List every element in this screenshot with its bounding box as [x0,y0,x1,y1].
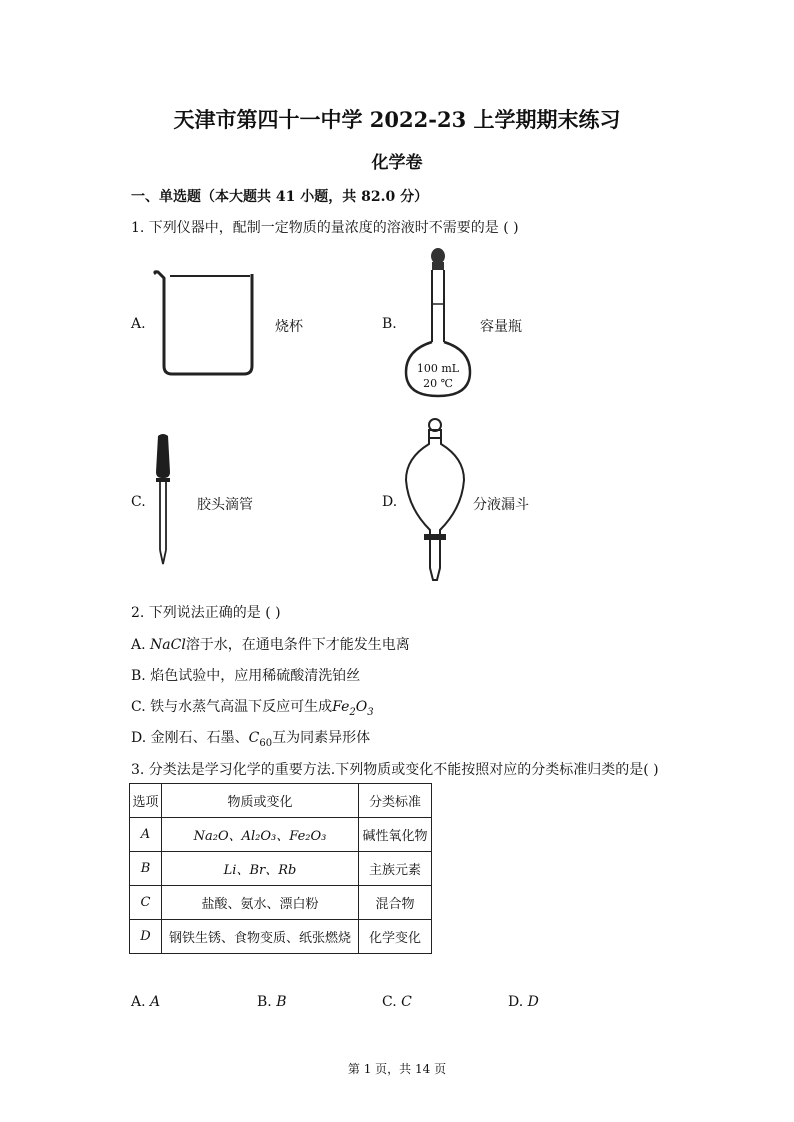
table-cell-option: D [130,920,162,954]
q2-option-d-formula: C [248,730,260,746]
question-1-stem: 1. 下列仪器中，配制一定物质的量浓度的溶液时不需要的是 ( ) [131,220,519,236]
q1-option-a-letter: A. [131,316,146,332]
table-row [130,852,432,886]
q2-option-d-text2: 互为同素异形体 [272,730,371,746]
q3-answer-a [131,994,160,1010]
table-cell-items: 盐酸、氨水、漂白粉 [162,886,359,920]
q2-option-c [131,696,374,718]
table-cell-standard: 化学变化 [359,920,432,954]
q2-option-a-letter: A. [131,637,146,653]
table-cell-items: 钢铁生锈、食物变质、纸张燃烧 [162,920,359,954]
q3-answer-c [382,994,412,1010]
table-row [130,886,432,920]
q2-option-b: B. 焰色试验中，应用稀硫酸清洗铂丝 [131,668,361,684]
q2-option-a-formula: NaCl [150,637,186,653]
volumetric-flask-icon [402,246,474,402]
q3-answer-a-value: A [150,994,161,1010]
q3-answer-c-letter: C. [382,994,397,1010]
q3-answer-a-letter: A. [131,994,146,1010]
q3-answer-b-value: B [276,994,287,1010]
question-2-stem: 2. 下列说法正确的是 ( ) [131,605,281,621]
page-number: 第 1 页，共 14 页 [347,1062,447,1076]
q2-option-d-text1: D. 金刚石、石墨、 [131,730,249,746]
q2-option-c-formula-fe: Fe [332,699,350,715]
table-header-row [130,784,432,818]
q3-answer-d [508,994,539,1010]
flask-volume-label: 100 mL [416,362,460,375]
table-cell-option: B [130,852,162,886]
beaker-icon [150,268,260,380]
q3-answer-b-letter: B. [257,994,272,1010]
table-cell-standard: 混合物 [359,886,432,920]
q1-option-a-label: 烧杯 [275,319,303,335]
q2-option-c-sub-3: 3 [367,706,374,718]
q1-option-c-letter: C. [131,494,146,510]
q1-option-b-letter: B. [382,316,397,332]
page-subtitle: 化学卷 [371,153,423,173]
q3-answer-d-letter: D. [508,994,524,1010]
table-header-cell: 物质或变化 [162,784,359,818]
q3-answer-b [257,994,287,1010]
table-header-cell: 分类标准 [359,784,432,818]
q1-option-c-label: 胶头滴管 [197,497,253,513]
table-cell-option: C [130,886,162,920]
q2-option-c-formula-o: O [355,699,368,715]
q1-option-d-label: 分液漏斗 [473,497,529,513]
q2-option-a-text: 溶于水，在通电条件下才能发生电离 [185,637,410,653]
q3-answer-c-value: C [401,994,412,1010]
question-3-stem: 3. 分类法是学习化学的重要方法.下列物质或变化不能按照对应的分类标准归类的是( ) [131,762,659,778]
table-cell-items: Li、Br、Rb [162,852,359,886]
q2-option-d-sub: 60 [259,737,273,749]
q2-option-c-sub-2: 2 [349,706,356,718]
q2-option-a [131,634,410,654]
table-cell-option: A [130,818,162,852]
dropper-icon [148,432,178,568]
section-heading: 一、单选题（本大题共 41 小题，共 82.0 分） [131,189,429,205]
flask-temperature-label: 20 ℃ [423,377,453,390]
separatory-funnel-icon [400,418,470,584]
q3-answer-d-value: D [527,994,539,1010]
q1-option-d-letter: D. [382,494,398,510]
table-header-cell: 选项 [130,784,162,818]
q1-option-b-label: 容量瓶 [480,319,522,335]
table-cell-items: Na₂O、Al₂O₃、Fe₂O₃ [162,818,359,852]
table-row [130,920,432,954]
page-title: 天津市第四十一中学 2022-23 上学期期末练习 [173,107,621,132]
q2-option-c-text: C. 铁与水蒸气高温下反应可生成 [131,699,333,715]
table-cell-standard: 主族元素 [359,852,432,886]
classification-table [129,783,432,954]
table-cell-standard: 碱性氧化物 [359,818,432,852]
table-row [130,818,432,852]
q2-option-d [131,727,370,749]
